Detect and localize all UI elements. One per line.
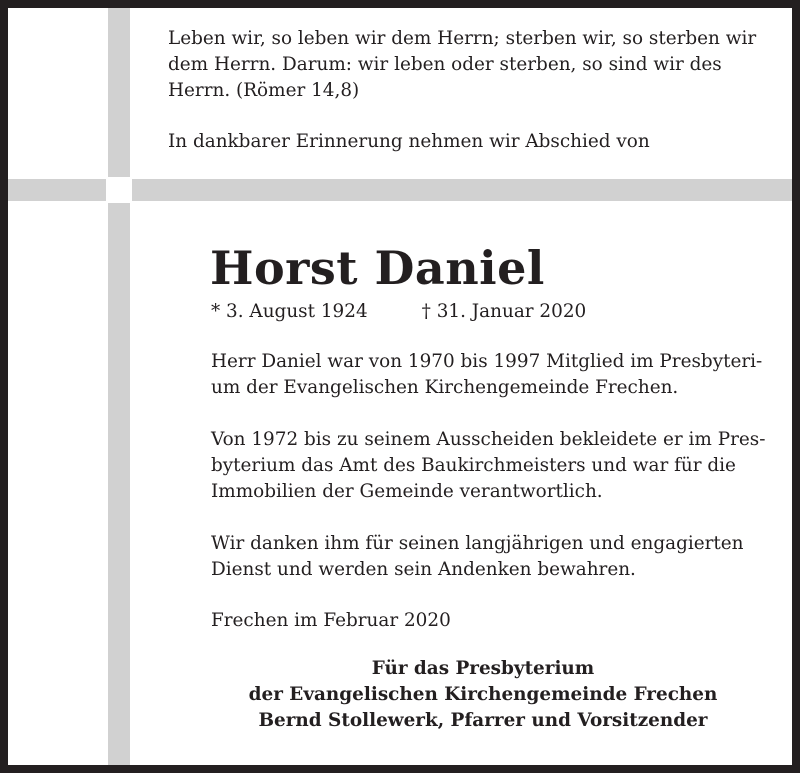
cross-gap-edge-top [108, 177, 130, 179]
cross-gap-edge-right [130, 179, 132, 201]
verse-line: Leben wir, so leben wir dem Herrn; sterben wir, so sterben wir [168, 28, 757, 49]
signature-line: der Evangelischen Kirchengemeinde Frechen [248, 684, 718, 705]
paragraph-line: Immobilien der Gemeinde verantwortlich. [211, 481, 603, 502]
paragraph-office [211, 427, 771, 505]
verse-line: Herrn. (Römer 14,8) [168, 80, 360, 101]
paragraph-line: um der Evangelischen Kirchengemeinde Frechen. [211, 377, 679, 398]
cross-vertical-bar [108, 8, 130, 765]
signature-line: Für das Presbyterium [371, 658, 595, 679]
paragraph-line: byterium das Amt des Baukirchmeisters und war für die [211, 455, 736, 476]
life-dates [211, 299, 586, 325]
cross-gap-edge-left [106, 179, 108, 201]
bible-verse [168, 26, 768, 104]
place-and-date: Frechen im Februar 2020 [211, 610, 451, 631]
death-date: † 31. Januar 2020 [421, 301, 587, 322]
cross-center-gap [108, 179, 130, 201]
paragraph-thanks [211, 531, 771, 583]
signature-block [248, 656, 718, 734]
paragraph-line: Wir danken ihm für seinen langjährigen und engagierten [211, 533, 744, 554]
paragraph-membership [211, 349, 771, 401]
birth-date: * 3. August 1924 [211, 301, 368, 322]
paragraph-line: Dienst und werden sein Andenken bewahren. [211, 559, 636, 580]
signature-line: Bernd Stollewerk, Pfarrer und Vorsitzender [258, 710, 708, 731]
deceased-name: Horst Daniel [210, 241, 545, 295]
verse-line: dem Herrn. Darum: wir leben oder sterben, so sind wir des [168, 54, 722, 75]
paragraph-line: Herr Daniel war von 1970 bis 1997 Mitglied im Presbyteri- [211, 351, 763, 372]
cross-gap-edge-bottom [108, 201, 130, 203]
paragraph-line: Von 1972 bis zu seinem Ausscheiden bekleidete er im Pres- [211, 429, 766, 450]
intro-text: In dankbarer Erinnerung nehmen wir Abschied von [168, 131, 650, 152]
